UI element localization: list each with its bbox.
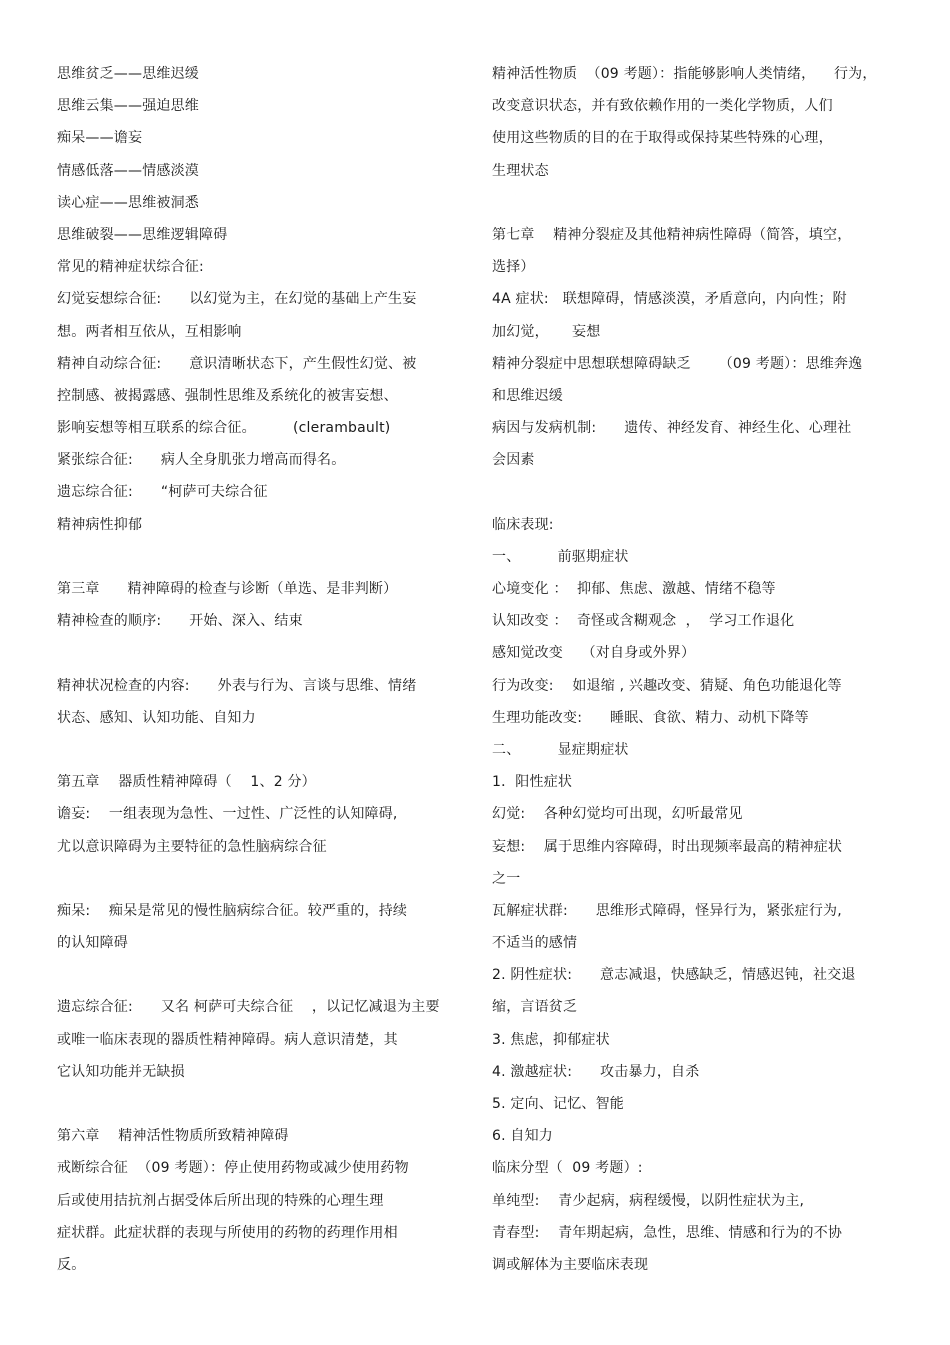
right-text-line: 青春型: 青年期起病，急性，思维、情感和行为的不协 (492, 1224, 843, 1241)
left-text-line: 幻觉妄想综合征: 以幻觉为主，在幻觉的基础上产生妄 (57, 291, 417, 308)
right-text-line: 不适当的感情 (492, 935, 578, 952)
left-text-line: 痴呆: 痴呆是常见的慢性脑病综合征。较严重的，持续 (57, 902, 408, 919)
right-text-line: 生理功能改变: 睡眠、食欲、精力、动机下降等 (492, 709, 809, 726)
right-text-line: 行为改变: 如退缩 , 兴趣改变、猜疑、角色功能退化等 (492, 677, 842, 694)
right-text-line: 精神分裂症中思想联想障碍缺乏 （09 考题）：思维奔逸 (492, 355, 863, 372)
left-text-line: 精神状况检查的内容: 外表与行为、言谈与思维、情绪 (57, 677, 417, 694)
left-text-line: 戒断综合征 （09 考题）：停止使用药物或减少使用药物 (57, 1160, 409, 1177)
right-text-line: 加幻觉， 妄想 (492, 323, 601, 340)
left-text-line: 精神自动综合征: 意识清晰状态下，产生假性幻觉、被 (57, 355, 417, 372)
blank-line (57, 549, 457, 565)
right-text-line: 一、 前驱期症状 (492, 548, 629, 565)
right-text-line: 会因素 (492, 452, 535, 469)
blank-line (492, 484, 902, 500)
right-text-line: 认知改变 ： 奇怪或含糊观念 ， 学习工作退化 (492, 613, 795, 630)
left-text-line: 情感低落——情感淡漠 (57, 162, 199, 179)
right-text-line: 缩，言语贫乏 (492, 999, 578, 1016)
left-text-line: 精神检查的顺序: 开始、深入、结束 (57, 613, 303, 630)
left-text-line: 症状群。此症状群的表现与所使用的药物的药理作用相 (57, 1224, 398, 1241)
right-text-line: 临床表现: (492, 516, 554, 533)
right-text-line: 4A 症状: 联想障碍，情感淡漠，矛盾意向，内向性；附 (492, 291, 847, 308)
right-text-line: 2. 阴性症状: 意志减退，快感缺乏，情感迟钝，社交退 (492, 967, 856, 984)
right-text-line: 选择） (492, 259, 535, 276)
left-text-line: 精神病性抑郁 (57, 516, 143, 533)
blank-line (57, 742, 457, 758)
right-text-line: 精神活性物质 （09 考题）：指能够影响人类情绪， 行为， (492, 66, 877, 82)
left-text-line: 控制感、被揭露感、强制性思维及系统化的被害妄想、 (57, 387, 398, 404)
blank-line (492, 195, 902, 211)
left-text-line: 遗忘综合征: “柯萨可夫综合征 (57, 484, 268, 501)
left-text-line: 反。 (57, 1256, 86, 1273)
left-text-line: 尤以意识障碍为主要特征的急性脑病综合征 (57, 838, 327, 855)
right-text-line: 6. 自知力 (492, 1128, 554, 1145)
left-text-line: 思维贫乏——思维迟缓 (57, 66, 199, 82)
right-text-line: 之一 (492, 870, 521, 887)
left-text-line: 遗忘综合征: 又名 柯萨可夫综合征 ，以记忆减退为主要 (57, 999, 440, 1016)
right-text-line: 感知觉改变 （对自身或外界） (492, 645, 696, 662)
right-text-line: 妄想: 属于思维内容障碍，时出现频率最高的精神症状 (492, 838, 843, 855)
right-text-line: 3. 焦虑，抑郁症状 (492, 1031, 610, 1048)
right-text-line: 心境变化 ： 抑郁、焦虑、激越、情绪不稳等 (492, 581, 776, 597)
left-text-line: 第六章 精神活性物质所致精神障碍 (57, 1128, 289, 1145)
right-text-line: 第七章 精神分裂症及其他精神病性障碍（简答，填空， (492, 226, 852, 243)
blank-line (57, 871, 457, 887)
right-text-line: 使用这些物质的目的在于取得或保持某些特殊的心理， (492, 130, 833, 147)
right-text-line: 临床分型（ 09 考题）: (492, 1160, 643, 1177)
right-column (492, 66, 902, 1289)
left-text-line: 状态、感知、认知功能、自知力 (57, 709, 256, 726)
right-text-line: 病因与发病机制: 遗传、神经发育、神经生化、心理社 (492, 420, 852, 437)
right-text-line: 调或解体为主要临床表现 (492, 1256, 649, 1273)
left-text-line: 常见的精神症状综合征: (57, 259, 204, 276)
left-text-line: 想。两者相互依从，互相影响 (57, 323, 242, 340)
left-text-line: 或唯一临床表现的器质性精神障碍。病人意识清楚，其 (57, 1031, 398, 1048)
right-text-line: 改变意识状态，并有致依赖作用的一类化学物质，人们 (492, 98, 833, 115)
left-text-line: 后或使用拮抗剂占据受体后所出现的特殊的心理生理 (57, 1192, 384, 1209)
right-text-line: 单纯型: 青少起病，病程缓慢，以阴性症状为主, (492, 1192, 805, 1209)
right-text-line: 5. 定向、记忆、智能 (492, 1096, 625, 1112)
right-text-line: 生理状态 (492, 162, 549, 179)
left-text-line: 读心症——思维被洞悉 (57, 194, 199, 211)
right-text-line: 二、 显症期症状 (492, 741, 629, 758)
left-text-line: 思维破裂——思维逻辑障碍 (57, 226, 228, 243)
left-text-line: 思维云集——强迫思维 (57, 98, 199, 115)
left-text-line: 影响妄想等相互联系的综合征。 (clerambault) (57, 420, 391, 437)
left-text-line: 第五章 器质性精神障碍（ 1、2 分） (57, 774, 316, 791)
left-column (57, 66, 457, 1289)
right-text-line: 和思维迟缓 (492, 387, 563, 404)
left-text-line: 第三章 精神障碍的检查与诊断（单选、是非判断） (57, 581, 398, 597)
right-text-line: 4. 激越症状: 攻击暴力，自杀 (492, 1063, 700, 1080)
blank-line (57, 967, 457, 983)
left-text-line: 它认知功能并无缺损 (57, 1063, 185, 1080)
left-text-line: 谵妄: 一组表现为急性、一过性、广泛性的认知障碍, (57, 806, 398, 823)
right-text-line: 1．阳性症状 (492, 774, 573, 791)
blank-line (57, 1096, 457, 1112)
left-text-line: 痴呆——谵妄 (57, 130, 143, 147)
blank-line (57, 645, 457, 661)
left-text-line: 紧张综合征: 病人全身肌张力增高而得名。 (57, 452, 346, 469)
right-text-line: 幻觉: 各种幻觉均可出现，幻听最常见 (492, 806, 743, 823)
right-text-line: 瓦解症状群: 思维形式障碍，怪异行为，紧张症行为, (492, 902, 842, 919)
left-text-line: 的认知障碍 (57, 935, 128, 952)
